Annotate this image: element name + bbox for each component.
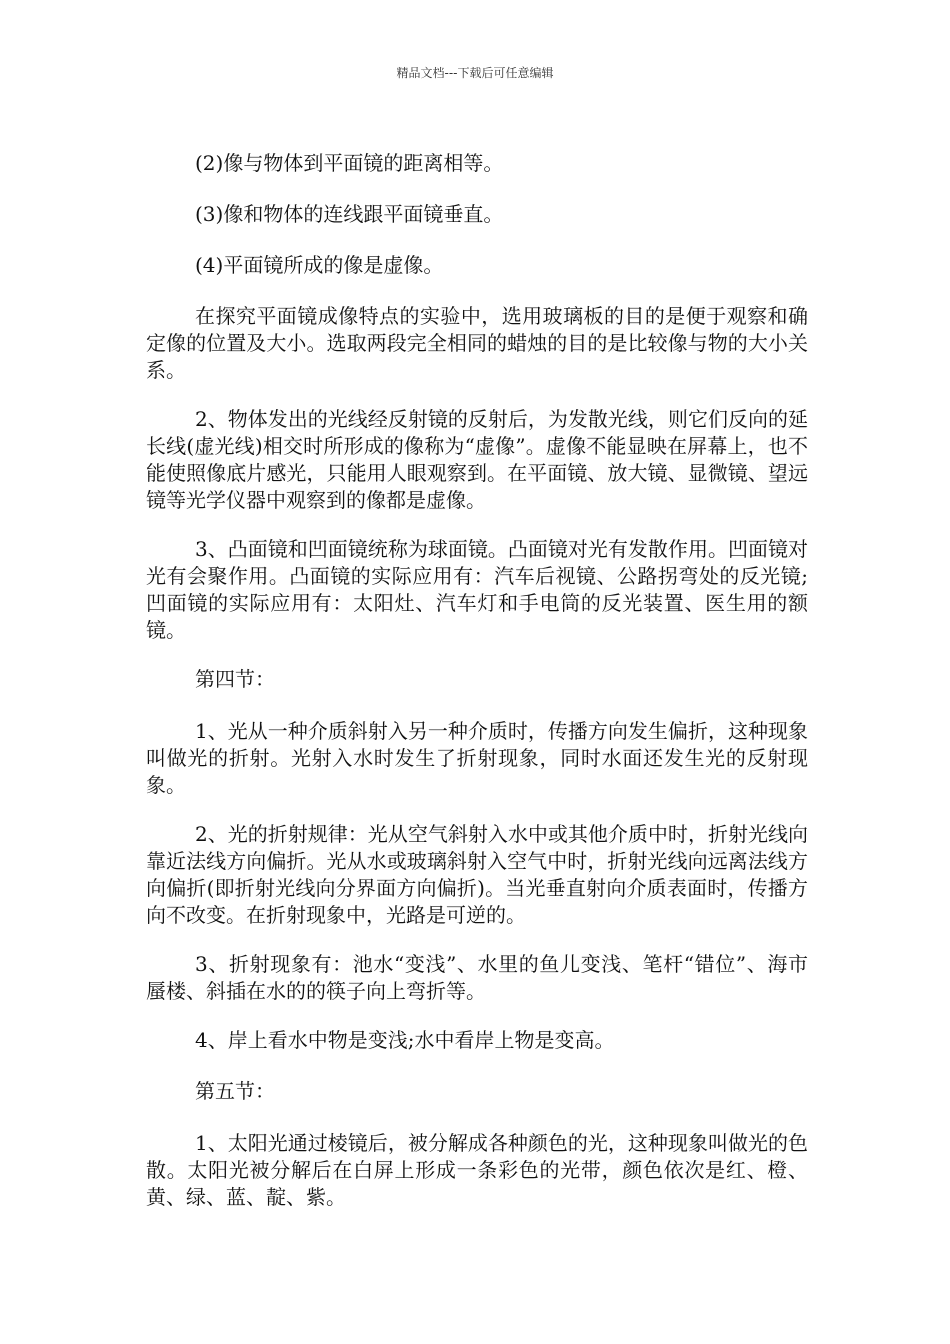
section-heading-4: 第四节： xyxy=(195,667,275,691)
page-header: 精品文档---下载后可任意编辑 xyxy=(396,66,554,80)
paragraph-virtual-image: 2、物体发出的光线经反射镜的反射后，为发散光线，则它们反向的延长线(虚光线)相交时所形成的像称为“虚像”。虚像不能显映在屏幕上，也不能使照像底片感光，只能用人眼观察到。在平面镜、放大镜、显微镜、望远镜等光学仪器中观察到的像都是虚像。 xyxy=(146,407,808,512)
paragraph-mirror-property-2: (2)像与物体到平面镜的距离相等。 xyxy=(195,151,504,175)
paragraph-dispersion: 1、太阳光通过棱镜后，被分解成各种颜色的光，这种现象叫做光的色散。太阳光被分解后在白屏上形成一条彩色的光带，颜色依次是红、橙、黄、绿、蓝、靛、紫。 xyxy=(146,1131,808,1209)
paragraph-spherical-mirrors: 3、凸面镜和凹面镜统称为球面镜。凸面镜对光有发散作用。凹面镜对光有会聚作用。凸面镜的实际应用有：汽车后视镜、公路拐弯处的反光镜;凹面镜的实际应用有：太阳灶、汽车灯和手电筒的反光装置、医生用的额镜。 xyxy=(146,537,808,642)
paragraph-shore-water-view: 4、岸上看水中物是变浅;水中看岸上物是变高。 xyxy=(195,1028,615,1052)
document-body xyxy=(146,150,808,1233)
section-heading-5: 第五节： xyxy=(195,1079,275,1103)
paragraph-experiment-note: 在探究平面镜成像特点的实验中，选用玻璃板的目的是便于观察和确定像的位置及大小。选取两段完全相同的蜡烛的目的是比较像与物的大小关系。 xyxy=(146,304,808,382)
paragraph-mirror-property-4: (4)平面镜所成的像是虚像。 xyxy=(195,253,444,277)
paragraph-mirror-property-3: (3)像和物体的连线跟平面镜垂直。 xyxy=(195,202,504,226)
paragraph-refraction-examples: 3、折射现象有：池水“变浅”、水里的鱼儿变浅、笔杆“错位”、海市蜃楼、斜插在水的的筷子向上弯折等。 xyxy=(146,952,808,1003)
paragraph-refraction-definition: 1、光从一种介质斜射入另一种介质时，传播方向发生偏折，这种现象叫做光的折射。光射入水时发生了折射现象，同时水面还发生光的反射现象。 xyxy=(146,719,808,797)
paragraph-refraction-law: 2、光的折射规律：光从空气斜射入水中或其他介质中时，折射光线向靠近法线方向偏折。光从水或玻璃斜射入空气中时，折射光线向远离法线方向偏折(即折射光线向分界面方向偏折)。当光垂直射向介质表面时，传播方向不改变。在折射现象中，光路是可逆的。 xyxy=(146,822,808,927)
